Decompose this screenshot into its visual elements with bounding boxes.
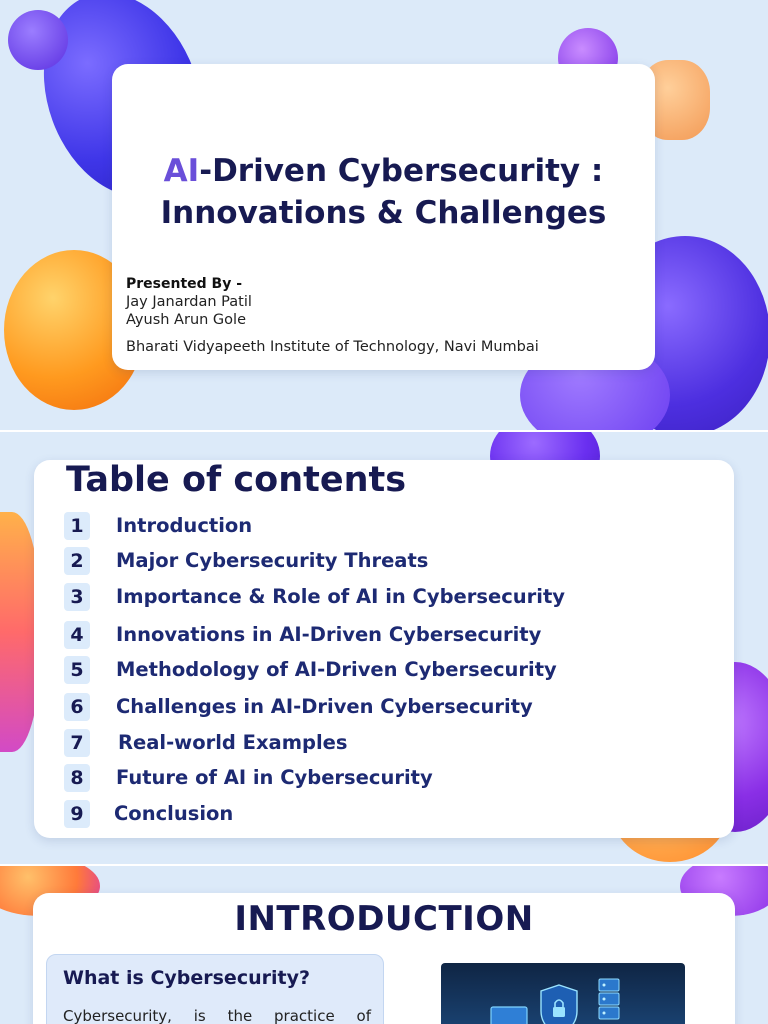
- toc-number: 4: [64, 621, 90, 649]
- presentation-title: [112, 150, 655, 234]
- toc-number: 3: [64, 583, 90, 611]
- table-of-contents-slide: [0, 432, 768, 866]
- cybersecurity-illustration: [441, 963, 685, 1024]
- decorative-blob: [8, 10, 68, 70]
- intro-card: [33, 893, 735, 1024]
- toc-number: 5: [64, 656, 90, 684]
- toc-label: Introduction: [116, 514, 253, 537]
- toc-number: 7: [64, 729, 90, 757]
- author-name: Ayush Arun Gole: [126, 312, 246, 328]
- author-name: Jay Janardan Patil: [126, 294, 252, 310]
- toc-number: 6: [64, 693, 90, 721]
- toc-label: Major Cybersecurity Threats: [116, 549, 429, 572]
- toc-label: Challenges in AI-Driven Cybersecurity: [116, 695, 533, 718]
- shield-lock-icon: [541, 985, 577, 1024]
- subcard-body: Cybersecurity, is the practice of: [63, 1007, 371, 1024]
- title-rest: -Driven Cybersecurity :: [199, 153, 604, 189]
- title-slide: [0, 0, 768, 432]
- toc-number: 9: [64, 800, 90, 828]
- laptop-icon: [481, 1007, 537, 1024]
- intro-title: INTRODUCTION: [234, 899, 534, 939]
- toc-label: Future of AI in Cybersecurity: [116, 766, 433, 789]
- presented-by-label: Presented By -: [126, 276, 243, 292]
- institution-name: Bharati Vidyapeeth Institute of Technology, Navi Mumbai: [126, 339, 539, 355]
- toc-label: Methodology of AI-Driven Cybersecurity: [116, 658, 557, 681]
- toc-label: Importance & Role of AI in Cybersecurity: [116, 585, 565, 608]
- toc-label: Innovations in AI-Driven Cybersecurity: [116, 623, 542, 646]
- subcard-title: What is Cybersecurity?: [63, 967, 310, 989]
- title-card: [112, 64, 655, 370]
- title-accent: AI: [163, 153, 200, 189]
- toc-card: [34, 460, 734, 838]
- what-is-cybersecurity-card: [46, 954, 384, 1024]
- toc-number: 8: [64, 764, 90, 792]
- toc-label: Real-world Examples: [118, 731, 348, 754]
- toc-number: 1: [64, 512, 90, 540]
- introduction-slide: [0, 866, 768, 1024]
- toc-label: Conclusion: [114, 802, 234, 825]
- cybersecurity-illustration-graphic: [441, 963, 685, 1024]
- server-icon: [599, 979, 619, 1019]
- title-line-2: Innovations & Challenges: [160, 195, 607, 231]
- toc-title: Table of contents: [66, 460, 407, 500]
- toc-number: 2: [64, 547, 90, 575]
